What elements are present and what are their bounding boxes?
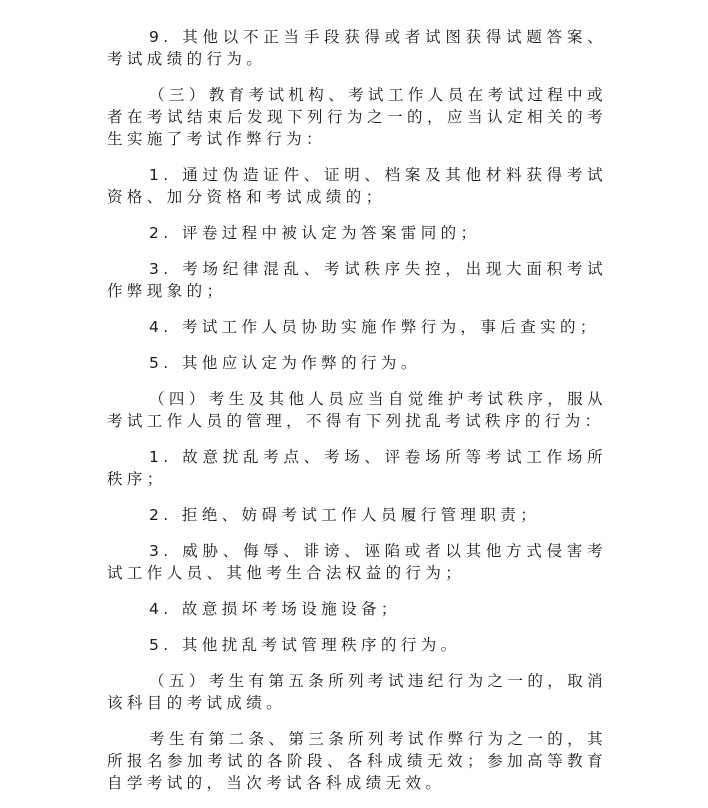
paragraph-section-4-item-5: 5. 其他扰乱考试管理秩序的行为。 <box>149 636 461 654</box>
paragraph-section-4-item-2: 2. 拒绝、妨碍考试工作人员履行管理职责； <box>149 506 541 524</box>
paragraph-section-3-item-5: 5. 其他应认定为作弊的行为。 <box>149 354 421 372</box>
paragraph-section-3-item-3: 3. 考场纪律混乱、考试秩序失控，出现大面积考试作弊现象的； <box>107 260 607 300</box>
paragraph-section-3-item-4: 4. 考试工作人员协助实施作弊行为，事后查实的； <box>149 318 600 336</box>
document-body <box>107 26 607 808</box>
paragraph-section-4-item-1: 1. 故意扰乱考点、考场、评卷场所等考试工作场所秩序； <box>107 448 607 488</box>
paragraph-section-4-item-3: 3. 威胁、侮辱、诽谤、诬陷或者以其他方式侵害考试工作人员、其他考生合法权益的行为； <box>107 542 607 582</box>
paragraph-item-9: 9. 其他以不正当手段获得或者试图获得试题答案、考试成绩的行为。 <box>107 28 607 68</box>
paragraph-section-4-item-4: 4. 故意损坏考场设施设备； <box>149 600 401 618</box>
paragraph-penalty: 考生有第二条、第三条所列考试作弊行为之一的，其所报名参加考试的各阶段、各科成绩无效；参加高等教育自学考试的，当次考试各科成绩无效。 <box>107 730 607 792</box>
paragraph-section-4-intro: （四）考生及其他人员应当自觉维护考试秩序，服从考试工作人员的管理，不得有下列扰乱考试秩序的行为： <box>107 390 607 430</box>
paragraph-section-3-item-1: 1. 通过伪造证件、证明、档案及其他材料获得考试资格、加分资格和考试成绩的； <box>107 166 607 206</box>
paragraph-section-3-intro: （三）教育考试机构、考试工作人员在考试过程中或者在考试结束后发现下列行为之一的，应当认定相关的考生实施了考试作弊行为： <box>107 86 607 148</box>
paragraph-section-3-item-2: 2. 评卷过程中被认定为答案雷同的； <box>149 224 481 242</box>
paragraph-section-5: （五）考生有第五条所列考试违纪行为之一的，取消该科目的考试成绩。 <box>107 672 607 712</box>
